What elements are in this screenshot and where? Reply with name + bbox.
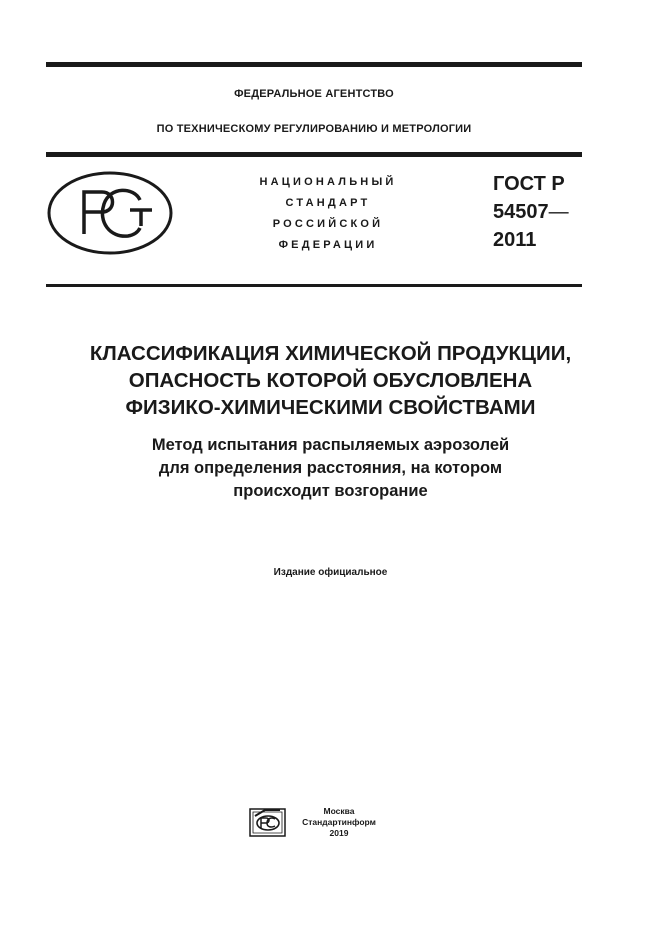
gost-number: 54507	[493, 201, 549, 223]
gost-designation	[493, 170, 603, 254]
agency-name-line1: ФЕДЕРАЛЬНОЕ АГЕНТСТВО	[234, 88, 394, 100]
document-title	[30, 340, 631, 421]
title-line1: КЛАССИФИКАЦИЯ ХИМИЧЕСКОЙ ПРОДУКЦИИ,	[89, 342, 572, 365]
title-line2: ОПАСНОСТЬ КОТОРОЙ ОБУСЛОВЛЕНА	[128, 369, 533, 392]
standartinform-logo-icon	[249, 806, 286, 838]
rst-mark-icon	[46, 170, 174, 256]
imprint-city: Москва	[323, 806, 355, 816]
imprint-year: 2019	[329, 828, 349, 838]
subtitle-line2: для определения расстояния, на котором	[158, 459, 503, 477]
standard-line4: ФЕДЕРАЦИИ	[278, 239, 378, 251]
imprint-publisher: Стандартинформ	[302, 817, 376, 827]
bottom-rule	[46, 284, 582, 287]
subtitle-line3: происходит возгорание	[233, 482, 428, 500]
gost-number-row	[493, 198, 603, 226]
title-line3: ФИЗИКО-ХИМИЧЕСКИМИ СВОЙСТВАМИ	[125, 396, 536, 419]
edition-label: Издание официальное	[273, 567, 388, 578]
standard-line1: НАЦИОНАЛЬНЫЙ	[259, 176, 397, 188]
imprint-block	[294, 806, 384, 839]
document-subtitle	[60, 434, 601, 503]
gost-dash: —	[548, 201, 569, 223]
top-rule	[46, 62, 582, 67]
subtitle-line1: Метод испытания распыляемых аэрозолей	[151, 436, 510, 454]
standard-line2: СТАНДАРТ	[285, 197, 371, 209]
national-standard-block	[228, 172, 428, 256]
standard-line3: РОССИЙСКОЙ	[272, 218, 384, 230]
agency-name-line2: ПО ТЕХНИЧЕСКОМУ РЕГУЛИРОВАНИЮ И МЕТРОЛОГИИ	[156, 123, 472, 135]
gost-year: 2011	[493, 229, 537, 251]
gost-prefix: ГОСТ Р	[493, 173, 565, 195]
middle-rule	[46, 152, 582, 157]
